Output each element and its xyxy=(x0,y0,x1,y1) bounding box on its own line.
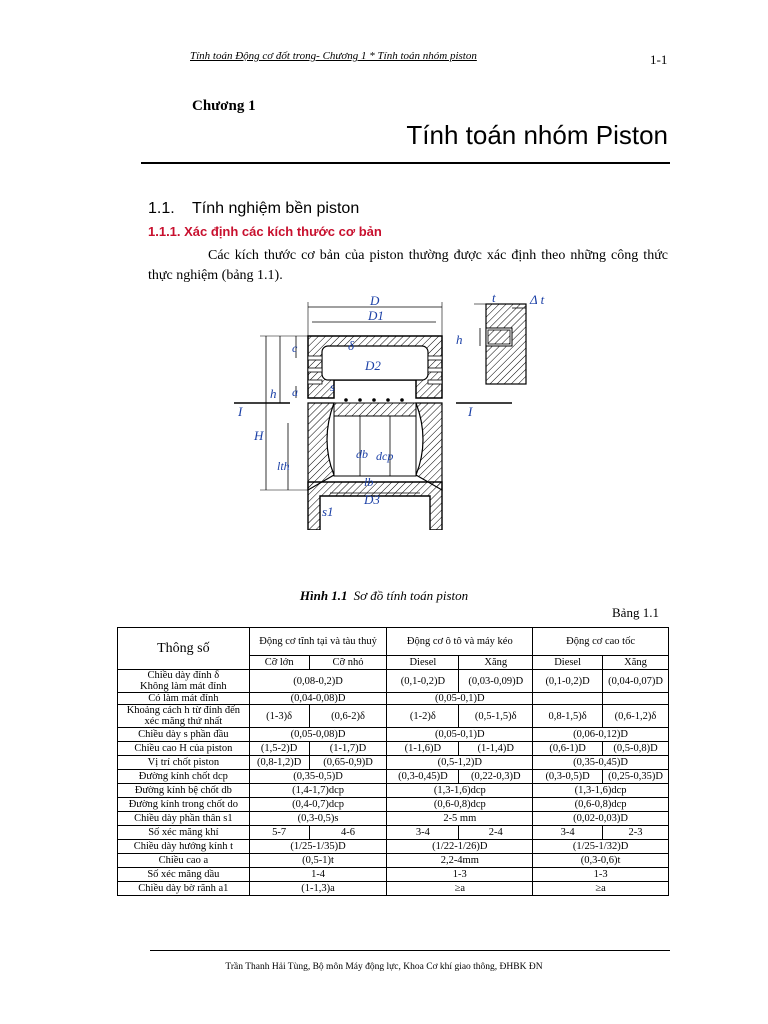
header-group-3: Động cơ cao tốc xyxy=(533,628,669,656)
cell: (0,03-0,09)D xyxy=(459,670,533,693)
row-label: Số xéc măng khí xyxy=(118,826,250,840)
cell: 2-5 mm xyxy=(387,812,533,826)
cell: (0,1-0,2)D xyxy=(533,670,603,693)
cell: ≥a xyxy=(387,882,533,896)
cell: (0,8-1,2)D xyxy=(249,756,309,770)
cell: (0,5-0,8)D xyxy=(603,742,669,756)
label-section-left: I xyxy=(238,404,243,419)
cell: 1-3 xyxy=(387,868,533,882)
header-g2b: Xăng xyxy=(459,656,533,670)
table-label: Bảng 1.1 xyxy=(612,605,659,620)
cell: (0,05-0,08)D xyxy=(249,728,387,742)
cell: (0,6-0,8)dcp xyxy=(533,798,669,812)
table-row xyxy=(118,705,669,728)
label-D1: D1 xyxy=(368,308,384,323)
cell: (0,6-0,8)dcp xyxy=(387,798,533,812)
cell: (1-2)δ xyxy=(387,705,459,728)
chapter-title: Tính toán nhóm Piston xyxy=(406,120,668,150)
label-delta-t: Δ t xyxy=(530,292,545,307)
label-a: a xyxy=(292,385,298,399)
table-row xyxy=(118,840,669,854)
cell: (0,22-0,3)D xyxy=(459,770,533,784)
cell: (0,35-0,5)D xyxy=(249,770,387,784)
row-label: Chiều cao H của piston xyxy=(118,742,250,756)
page-number: 1-1 xyxy=(650,52,668,67)
header-g1b: Cỡ nhỏ xyxy=(309,656,387,670)
cell: (1,5-2)D xyxy=(249,742,309,756)
figure-caption xyxy=(0,588,768,604)
label-H: H xyxy=(254,428,264,443)
header-g3b: Xăng xyxy=(603,656,669,670)
table-row xyxy=(118,742,669,756)
cell: (0,4-0,7)dcp xyxy=(249,798,387,812)
cell xyxy=(603,693,669,705)
cell xyxy=(533,693,603,705)
section-number: 1.1. xyxy=(148,200,175,217)
cell: 3-4 xyxy=(533,826,603,840)
row-label: Vị trí chốt piston xyxy=(118,756,250,770)
cell: (0,6-1,2)δ xyxy=(603,705,669,728)
cell: (0,1-0,2)D xyxy=(387,670,459,693)
cell: (0,35-0,45)D xyxy=(533,756,669,770)
header-group-1: Động cơ tĩnh tại và tàu thuỷ xyxy=(249,628,387,656)
section-title: Tính nghiệm bền piston xyxy=(192,200,360,217)
cell: (0,05-0,1)D xyxy=(387,728,533,742)
cell: (1,4-1,7)dcp xyxy=(249,784,387,798)
cell: 4-6 xyxy=(309,826,387,840)
row-label: Số xéc măng dầu xyxy=(118,868,250,882)
cell: (0,5-1)t xyxy=(249,854,387,868)
label-s: s xyxy=(330,380,335,394)
table-row xyxy=(118,670,669,693)
table-row xyxy=(118,882,669,896)
page-footer: Trần Thanh Hải Tùng, Bộ môn Máy động lực, Khoa Cơ khí giao thông, ĐHBK ĐN xyxy=(225,962,543,972)
row-label: Chiều dày bờ rãnh a1 xyxy=(118,882,250,896)
cell: ≥a xyxy=(533,882,669,896)
table-row xyxy=(118,693,669,705)
cell: (0,04-0,08)D xyxy=(249,693,387,705)
cell: (1-3)δ xyxy=(249,705,309,728)
row-label: Chiều cao a xyxy=(118,854,250,868)
row-label: Khoảng cách h từ đỉnh đến xéc măng thứ nhất xyxy=(118,705,250,728)
cell: (1-1,3)a xyxy=(249,882,387,896)
cell: (1-1,4)D xyxy=(459,742,533,756)
header-param: Thông số xyxy=(118,628,250,670)
label-t: t xyxy=(492,290,496,305)
cell: 0,8-1,5)δ xyxy=(533,705,603,728)
label-s1: s1 xyxy=(322,504,334,519)
cell: (0,5-1,5)δ xyxy=(459,705,533,728)
cell: 3-4 xyxy=(387,826,459,840)
label-lb: lb xyxy=(364,475,374,489)
cell: (0,6-1)D xyxy=(533,742,603,756)
cell: (0,65-0,9)D xyxy=(309,756,387,770)
cell: (1-1,7)D xyxy=(309,742,387,756)
label-D: D xyxy=(370,293,380,308)
cell: (0,04-0,07)D xyxy=(603,670,669,693)
row-label-2: Không làm mát đỉnh xyxy=(140,681,227,692)
row-label: Đường kính bệ chốt db xyxy=(118,784,250,798)
table-header-row xyxy=(118,628,669,656)
title-rule xyxy=(141,162,670,164)
row-label: Chiều dày hướng kính t xyxy=(118,840,250,854)
table-row xyxy=(118,770,669,784)
row-label: Chiều dày s phần đầu xyxy=(118,728,250,742)
table-row xyxy=(118,728,669,742)
figure-caption-number: Hình 1.1 xyxy=(299,588,348,603)
cell: (0,5-1,2)D xyxy=(387,756,533,770)
cell: (0,3-0,45)D xyxy=(387,770,459,784)
cell: (1/22-1/26)D xyxy=(387,840,533,854)
label-dcp: dcp xyxy=(376,449,394,463)
table-row xyxy=(118,798,669,812)
row-label: Chiều dày phần thân s1 xyxy=(118,812,250,826)
section-heading xyxy=(148,200,359,218)
label-delta: δ xyxy=(348,338,355,353)
cell: 2,2-4mm xyxy=(387,854,533,868)
header-g3a: Diesel xyxy=(533,656,603,670)
cell: 2-4 xyxy=(459,826,533,840)
table-row xyxy=(118,812,669,826)
footer-rule xyxy=(150,950,670,951)
label-lth: lth xyxy=(277,459,290,473)
row-label xyxy=(118,670,250,693)
label-D3: D3 xyxy=(364,492,380,507)
cell: (0,6-2)δ xyxy=(309,705,387,728)
row-label: Đường kính trong chốt do xyxy=(118,798,250,812)
table-row xyxy=(118,756,669,770)
figure-caption-text: Sơ đồ tính toán piston xyxy=(353,588,469,603)
header-g2a: Diesel xyxy=(387,656,459,670)
cell: (1/25-1/32)D xyxy=(533,840,669,854)
cell: (0,02-0,03)D xyxy=(533,812,669,826)
cell: (1,3-1,6)dcp xyxy=(387,784,533,798)
header-g1a: Cỡ lớn xyxy=(249,656,309,670)
label-D2: D2 xyxy=(365,358,381,373)
label-h: h xyxy=(270,386,277,401)
cell: 1-3 xyxy=(533,868,669,882)
subsection-heading: 1.1.1. Xác định các kích thước cơ bản xyxy=(148,224,382,239)
cell: (0,08-0,2)D xyxy=(249,670,387,693)
cell: (1,3-1,6)dcp xyxy=(533,784,669,798)
label-c: c xyxy=(292,341,298,355)
label-h-inset: h xyxy=(456,332,463,347)
parameter-table xyxy=(117,627,669,896)
cell: (0,3-0,5)s xyxy=(249,812,387,826)
row-label: Đường kính chốt dcp xyxy=(118,770,250,784)
label-section-right: I xyxy=(468,404,473,419)
row-label: Có làm mát đỉnh xyxy=(118,693,250,705)
running-header: Tính toán Động cơ đốt trong- Chương 1 * Tính toán nhóm piston xyxy=(190,50,477,62)
row-label-1: Chiều dày đỉnh δ xyxy=(147,670,220,681)
label-db: db xyxy=(356,447,368,461)
cell: (0,05-0,1)D xyxy=(387,693,533,705)
cell: 1-4 xyxy=(249,868,387,882)
cell: 5-7 xyxy=(249,826,309,840)
piston-diagram xyxy=(230,290,560,530)
cell: (0,3-0,6)t xyxy=(533,854,669,868)
cell: (0,25-0,35)D xyxy=(603,770,669,784)
cell: (0,06-0,12)D xyxy=(533,728,669,742)
table-row xyxy=(118,784,669,798)
cell: 2-3 xyxy=(603,826,669,840)
header-group-2: Động cơ ô tô và máy kéo xyxy=(387,628,533,656)
chapter-label: Chương 1 xyxy=(192,98,256,114)
table-row xyxy=(118,826,669,840)
body-paragraph: Các kích thước cơ bản của piston thường được xác định theo những công thức thực nghiệm (bảng 1.1). xyxy=(148,248,668,283)
cell: (1/25-1/35)D xyxy=(249,840,387,854)
table-row xyxy=(118,868,669,882)
table-row xyxy=(118,854,669,868)
cell: (0,3-0,5)D xyxy=(533,770,603,784)
cell: (1-1,6)D xyxy=(387,742,459,756)
